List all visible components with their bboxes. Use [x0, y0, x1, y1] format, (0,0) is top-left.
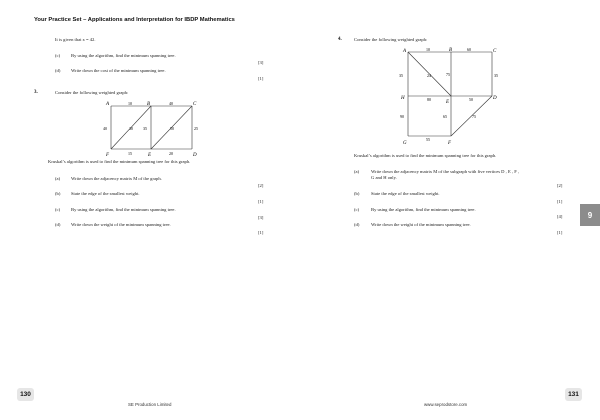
part-label: (b)	[354, 191, 360, 196]
edge-weight: 20	[169, 151, 173, 156]
edge-weight: 40	[169, 101, 173, 106]
part-label: (a)	[55, 176, 61, 181]
question-number: 3.	[34, 90, 38, 95]
vertex-label: D	[493, 96, 497, 101]
marks: [4]	[557, 214, 563, 219]
page-number-right: 131	[565, 388, 582, 401]
edge-weight: 75	[446, 72, 450, 77]
footer-publisher: SE Production Limited	[128, 402, 172, 407]
vertex-label: F	[106, 153, 110, 158]
edge-weight: 40	[103, 126, 107, 131]
vertex-label: C	[193, 102, 197, 107]
marks: [1]	[258, 76, 264, 81]
marks: [3]	[258, 215, 264, 220]
vertex-label: A	[403, 49, 407, 54]
question-text: By using the algorithm, find the minimum spanning tree.	[71, 53, 176, 58]
intro-text: It is given that x = 42.	[55, 37, 96, 42]
edge-weight: 35	[399, 73, 403, 78]
question-text: State the edge of the smallest weight.	[71, 191, 140, 196]
vertex-label: E	[446, 100, 450, 105]
question-text: By using the algorithm, find the minimum spanning tree.	[371, 207, 476, 212]
edge-weight: 55	[426, 137, 430, 142]
chapter-tab: 9	[580, 204, 600, 226]
algorithm-note: Kruskal’s algorithm is used to find the minimum spanning tree for this graph.	[48, 159, 191, 164]
vertex-label: H	[401, 96, 405, 101]
edge-weight: 50	[469, 97, 473, 102]
part-label: (b)	[55, 191, 61, 196]
marks: [1]	[557, 199, 563, 204]
weighted-graph-q4	[396, 46, 508, 146]
marks: [2]	[258, 183, 264, 188]
vertex-label: G	[403, 141, 407, 146]
edge-weight: 35	[143, 126, 147, 131]
question-text: By using the algorithm, find the minimum spanning tree.	[71, 207, 176, 212]
edge-weight: 75	[472, 114, 476, 119]
vertex-label: B	[449, 48, 453, 53]
edge-weight: 30	[129, 126, 133, 131]
marks: [2]	[557, 183, 563, 188]
vertex-label: B	[147, 102, 151, 107]
part-label: (d)	[55, 68, 61, 73]
marks: [1]	[258, 199, 264, 204]
marks: [1]	[557, 230, 563, 235]
page-number-left: 130	[17, 388, 34, 401]
weighted-graph-q3	[96, 99, 208, 159]
question-text: Write down the adjacency matrix M of the graph.	[71, 176, 162, 181]
vertex-label: F	[448, 141, 452, 146]
edge-weight: 80	[427, 97, 431, 102]
question-number: 4.	[338, 37, 342, 42]
edge-weight: 24	[427, 73, 431, 78]
question-text: Write down the adjacency matrix M of the subgraph with five vertices D , E , F ,	[371, 169, 520, 174]
part-label: (d)	[354, 222, 360, 227]
edge-weight: 50	[170, 126, 174, 131]
footer-website: www.seprodstore.com	[424, 402, 468, 407]
part-label: (c)	[55, 207, 61, 212]
part-label: (a)	[354, 169, 360, 174]
edge-weight: 10	[426, 47, 430, 52]
vertex-label: D	[193, 153, 197, 158]
vertex-label: A	[106, 102, 110, 107]
edge-weight: 25	[194, 126, 198, 131]
question-intro: Consider the following weighted graph:	[354, 37, 428, 42]
algorithm-note: Kruskal’s algorithm is used to find the minimum spanning tree for this graph.	[354, 153, 497, 158]
vertex-label: E	[148, 153, 152, 158]
question-text: Write down the cost of the minimum spanning tree.	[71, 68, 166, 73]
edge-weight: 35	[494, 73, 498, 78]
question-intro: Consider the following weighted graph:	[55, 90, 129, 95]
edge-weight: 10	[128, 101, 132, 106]
part-label: (c)	[354, 207, 360, 212]
vertex-label: C	[493, 49, 497, 54]
edge-weight: 90	[400, 114, 404, 119]
part-label: (d)	[55, 222, 61, 227]
edge-weight: 15	[128, 151, 132, 156]
edge-weight: 65	[443, 114, 447, 119]
marks: [1]	[258, 230, 264, 235]
edge-weight: 60	[467, 47, 471, 52]
question-text: Write down the weight of the minimum spanning tree.	[71, 222, 171, 227]
marks: [3]	[258, 60, 264, 65]
question-text: Write down the weight of the minimum spanning tree.	[371, 222, 471, 227]
part-label: (c)	[55, 53, 61, 58]
page-header-title: Your Practice Set – Applications and Interpretation for IBDP Mathematics	[34, 17, 235, 23]
question-text-continued: G and H only.	[371, 175, 397, 180]
question-text: State the edge of the smallest weight.	[371, 191, 440, 196]
